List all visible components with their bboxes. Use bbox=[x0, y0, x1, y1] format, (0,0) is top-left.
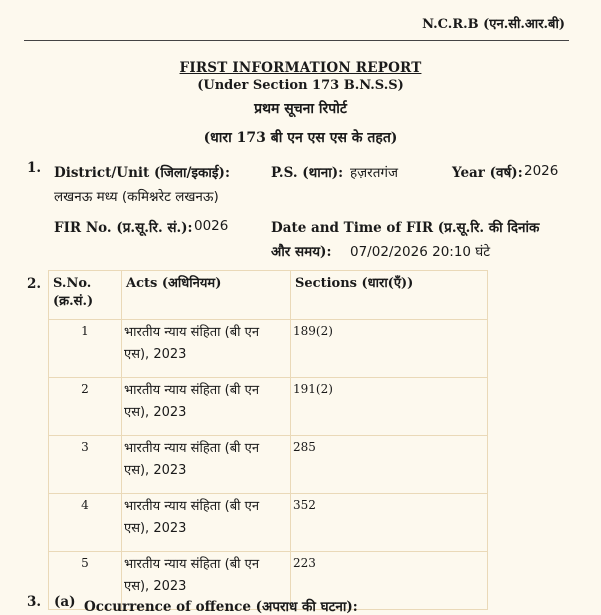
police-station-value: हज़रतगंज bbox=[350, 165, 399, 181]
row-section: 189(2) bbox=[291, 320, 488, 378]
section-3-number: 3. bbox=[27, 594, 42, 610]
section-1-number: 1. bbox=[27, 160, 42, 176]
sno-header-english: S.No. bbox=[53, 276, 92, 291]
district-label: District/Unit (जिला/इकाई): bbox=[54, 165, 230, 181]
header-divider bbox=[24, 40, 569, 41]
row-section: 223 bbox=[291, 552, 488, 610]
report-title-hindi: प्रथम सूचना रिपोर्ट bbox=[254, 101, 347, 117]
row-sno: 4 bbox=[49, 494, 122, 552]
table-row bbox=[49, 436, 488, 494]
occurrence-label: Occurrence of offence (अपराध की घटना): bbox=[84, 599, 358, 615]
fir-number-value: 0026 bbox=[194, 218, 229, 234]
table-row bbox=[49, 378, 488, 436]
fir-datetime-label-cont: और समय): bbox=[271, 244, 332, 260]
sno-header bbox=[49, 271, 122, 320]
row-section: 191(2) bbox=[291, 378, 488, 436]
table-row bbox=[49, 494, 488, 552]
sno-header-hindi: (क्र.सं.) bbox=[53, 294, 94, 309]
acts-header: Acts (अधिनियम) bbox=[122, 271, 291, 320]
table-row bbox=[49, 320, 488, 378]
section-3a-marker: (a) bbox=[54, 594, 76, 610]
row-act: भारतीय न्याय संहिता (बी एन एस), 2023 bbox=[122, 320, 291, 378]
fir-number-label: FIR No. (प्र.सू.रि. सं.): bbox=[54, 220, 193, 236]
row-sno: 2 bbox=[49, 378, 122, 436]
row-act: भारतीय न्याय संहिता (बी एन एस), 2023 bbox=[122, 552, 291, 610]
row-act: भारतीय न्याय संहिता (बी एन एस), 2023 bbox=[122, 494, 291, 552]
row-section: 285 bbox=[291, 436, 488, 494]
row-sno: 1 bbox=[49, 320, 122, 378]
section-2-number: 2. bbox=[27, 276, 42, 292]
fir-datetime-label: Date and Time of FIR (प्र.सू.रि. की दिनांक bbox=[271, 220, 540, 236]
report-title-english: FIRST INFORMATION REPORT bbox=[179, 60, 422, 76]
row-sno: 3 bbox=[49, 436, 122, 494]
table-header-row bbox=[49, 271, 488, 320]
row-section: 352 bbox=[291, 494, 488, 552]
acts-sections-table bbox=[48, 270, 488, 610]
row-act: भारतीय न्याय संहिता (बी एन एस), 2023 bbox=[122, 436, 291, 494]
sections-header: Sections (धारा(एँ)) bbox=[291, 271, 488, 320]
district-value: लखनऊ मध्य (कमिश्नरेट लखनऊ) bbox=[54, 189, 219, 205]
ncrb-header: N.C.R.B (एन.सी.आर.बी) bbox=[422, 17, 565, 32]
year-value: 2026 bbox=[524, 163, 559, 179]
police-station-label: P.S. (थाना): bbox=[271, 165, 344, 181]
report-title-block bbox=[0, 60, 601, 147]
fir-datetime-value: 07/02/2026 20:10 घंटे bbox=[350, 244, 491, 260]
report-subtitle-hindi: (धारा 173 बी एन एस एस के तहत) bbox=[203, 130, 398, 146]
row-sno: 5 bbox=[49, 552, 122, 610]
report-subtitle-english: (Under Section 173 B.N.S.S) bbox=[197, 78, 404, 93]
row-act: भारतीय न्याय संहिता (बी एन एस), 2023 bbox=[122, 378, 291, 436]
year-label: Year (वर्ष): bbox=[452, 165, 523, 181]
